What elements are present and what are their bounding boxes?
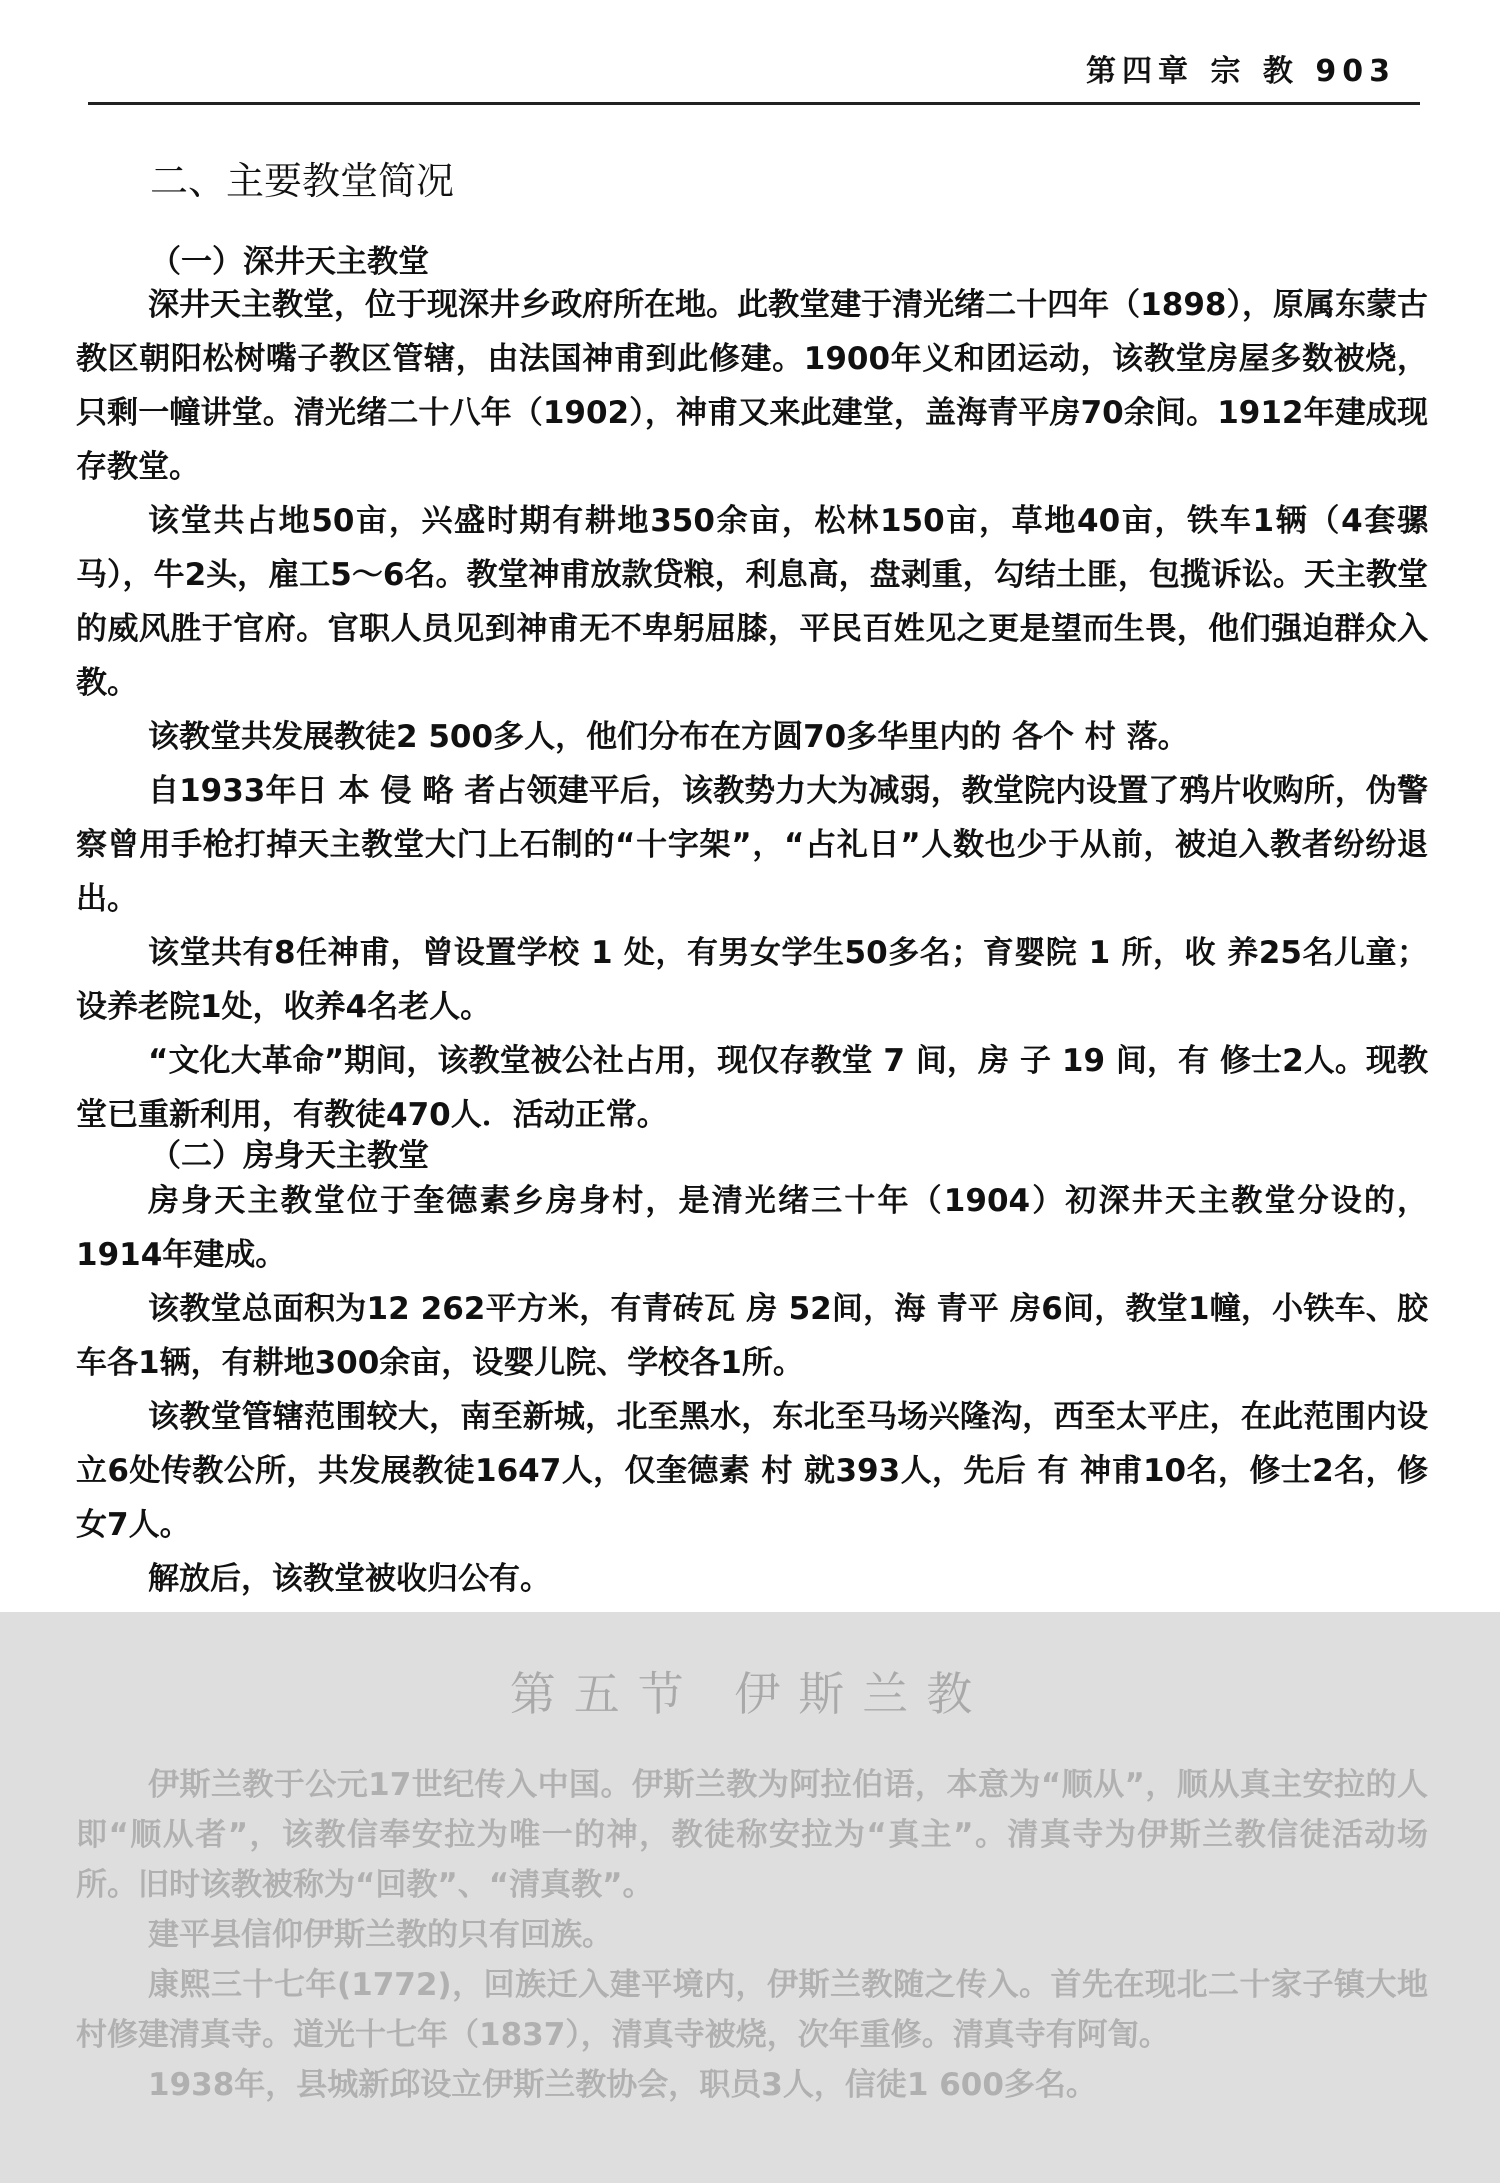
paragraph: 房身天主教堂位于奎德素乡房身村，是清光绪三十年（1904）初深井天主教堂分设的，1914年建成。 — [76, 1183, 1428, 1273]
next-section-title: 第五节 伊斯兰教 — [509, 1667, 991, 1721]
church-heading-shenjing: （一）深井天主教堂 — [150, 244, 429, 280]
paragraph: “文化大革命”期间，该教堂被公社占用，现仅存教堂 7 间，房 子 19 间，有 修士2人。现教堂已重新利用，有教徒470人．活动正常。 — [76, 1043, 1428, 1133]
header-rule — [88, 102, 1420, 105]
paragraph: 该堂共有8任神甫，曾设置学校 1 处，有男女学生50多名；育婴院 1 所，收 养25名儿童；设养老院1处，收养4名老人。 — [76, 935, 1428, 1025]
paragraph: 该堂共占地50亩，兴盛时期有耕地350余亩，松林150亩，草地40亩，铁车1辆（4套骡马），牛2头，雇工5～6名。教堂神甫放款贷粮，利息高，盘剥重，勾结土匪，包揽诉讼。天主教堂的威风胜于官府。官职人员见到神甫无不卑躬屈膝，平民百姓见之更是望而生畏，他们强迫群众入教。 — [76, 503, 1428, 701]
paragraph: 康熙三十七年(1772)，回族迁入建平境内，伊斯兰教随之传入。首先在现北二十家子镇大地村修建清真寺。道光十七年（1837），清真寺被烧，次年重修。清真寺有阿訇。 — [76, 1967, 1428, 2053]
paragraph: 自1933年日 本 侵 略 者占领建平后，该教势力大为减弱，教堂院内设置了鸦片收购所，伪警察曾用手枪打掉天主教堂大门上石制的“十字架”，“占礼日”人数也少于从前，被迫入教者纷纷退出。 — [76, 773, 1428, 917]
page-header — [0, 0, 1500, 110]
paragraph: 伊斯兰教于公元17世纪传入中国。伊斯兰教为阿拉伯语，本意为“顺从”，顺从真主安拉的人即“顺从者”，该教信奉安拉为唯一的神，教徒称安拉为“真主”。清真寺为伊斯兰教信徒活动场所。旧时该教被称为“回教”、“清真教”。 — [76, 1767, 1428, 1903]
paragraph: 解放后，该教堂被收归公有。 — [148, 1561, 551, 1597]
church-heading-fangshen: （二）房身天主教堂 — [150, 1138, 429, 1174]
paragraph: 建平县信仰伊斯兰教的只有回族。 — [148, 1917, 613, 1953]
section-title: 二、主要教堂简况 — [150, 159, 455, 203]
running-head: 第四章 宗 教 903 — [1086, 54, 1396, 89]
church-body-fangshen — [76, 1174, 1428, 1606]
next-section-body — [76, 1760, 1428, 2110]
paragraph: 该教堂总面积为12 262平方米，有青砖瓦 房 52间，海 青平 房6间，教堂1幢，小铁车、胶车各1辆，有耕地300余亩，设婴儿院、学校各1所。 — [76, 1291, 1428, 1381]
church-body-shenjing — [76, 278, 1428, 1142]
paragraph: 1938年，县城新邱设立伊斯兰教协会，职员3人，信徒1 600多名。 — [148, 2067, 1097, 2103]
paragraph: 该教堂管辖范围较大，南至新城，北至黑水，东北至马场兴隆沟，西至太平庄，在此范围内设立6处传教公所，共发展教徒1647人，仅奎德素 村 就393人，先后 有 神甫10名，修士2名，修女7人。 — [76, 1399, 1428, 1543]
paragraph: 深井天主教堂，位于现深井乡政府所在地。此教堂建于清光绪二十四年（1898），原属东蒙古教区朝阳松树嘴子教区管辖，由法国神甫到此修建。1900年义和团运动，该教堂房屋多数被烧，只剩一幢讲堂。清光绪二十八年（1902），神甫又来此建堂，盖海青平房70余间。1912年建成现存教堂。 — [76, 287, 1428, 485]
paragraph: 该教堂共发展教徒2 500多人，他们分布在方圆70多华里内的 各个 村 落。 — [148, 719, 1189, 755]
